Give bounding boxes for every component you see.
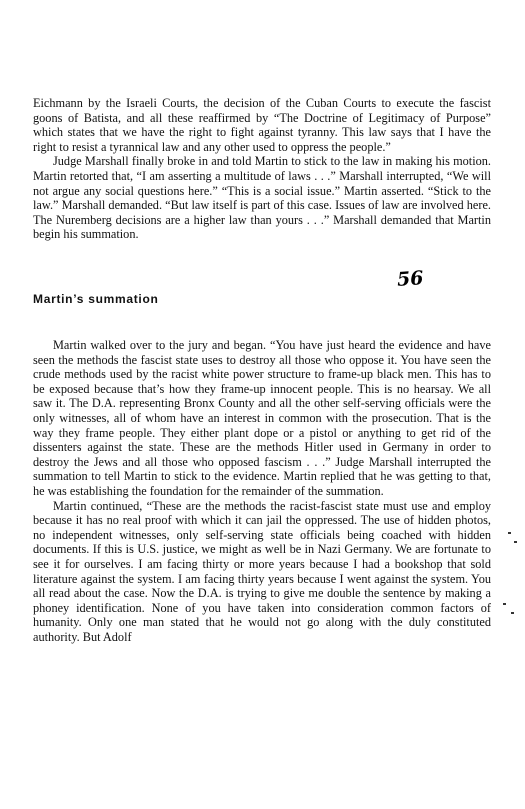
margin-speck xyxy=(503,603,506,605)
margin-speck xyxy=(514,541,517,543)
section-heading: Martin’s summation xyxy=(33,292,159,306)
margin-speck xyxy=(511,612,514,614)
paragraph-jury: Martin walked over to the jury and began. “You have just heard the evidence and have seen the methods the fascist state uses to destroy all those who oppose it. You have seen the crude methods used by the racist white power structure to frame-up black men. This has to be exposed because that’s how they frame-up innocent people. This is no hearsay. We all saw it. The D.A. representing Bronx County and all the other self-serving officials were the only witnesses, all of whom have an interest in common with the prosecution. That is the way they frame people. They either plant dope or a pistol or anything to get rid of the dissenters against the state. These are the methods Hitler used in Germany in order to destroy the Jews and all those who opposed fascism . . .” Judge Marshall interrupted the summation to tell Martin to stick to the evidence. Martin replied that he was getting to that, he was establishing the foundation for the remainder of the summation. xyxy=(33,338,491,498)
paragraph-judge-marshall: Judge Marshall finally broke in and told Martin to stick to the law in making his motion. Martin retorted that, “I am asserting a multitude of laws . . .” Marshall interrupted, “We will not argue any social questions here.” “This is a social issue.” Martin asserted. “Stick to the law.” Marshall demanded. “But law itself is part of this case. Issues of law are involved here. The Nuremberg decisions are a higher law than yours . . .” Marshall demanded that Martin begin his summation. xyxy=(33,154,491,242)
paragraph-eichmann: Eichmann by the Israeli Courts, the decision of the Cuban Courts to execute the fascist goons of Batista, and all these reaffirmed by “The Doctrine of Legitimacy of Purpose” which states that we have the right to fight against tyranny. This law says that I have the right to resist a tyrannical law and any other used to oppress the people.” xyxy=(33,96,491,154)
handwritten-page-number: 56 xyxy=(396,267,425,291)
margin-speck xyxy=(508,532,511,534)
summation-text-block xyxy=(33,338,491,644)
opening-text-block xyxy=(33,96,491,242)
paragraph-martin-continued: Martin continued, “These are the methods the racist-fascist state must use and employ because it has no real proof with which it can jail the oppressed. The use of hidden photos, no independent witnesses, only self-serving state officials being coached with hidden documents. If this is U.S. justice, we might as well be in Nazi Germany. We are fortunate to see it for ourselves. I am facing thirty or more years because I had a bookshop that sold literature against the system. I am facing thirty years because I went against the system. You all read about the case. Now the D.A. is trying to give me double the sentence by making a phoney identification. None of you have taken into consideration common factors of humanity. Only one man stated that he would not go along with the duly constituted authority. But Adolf xyxy=(33,498,491,644)
